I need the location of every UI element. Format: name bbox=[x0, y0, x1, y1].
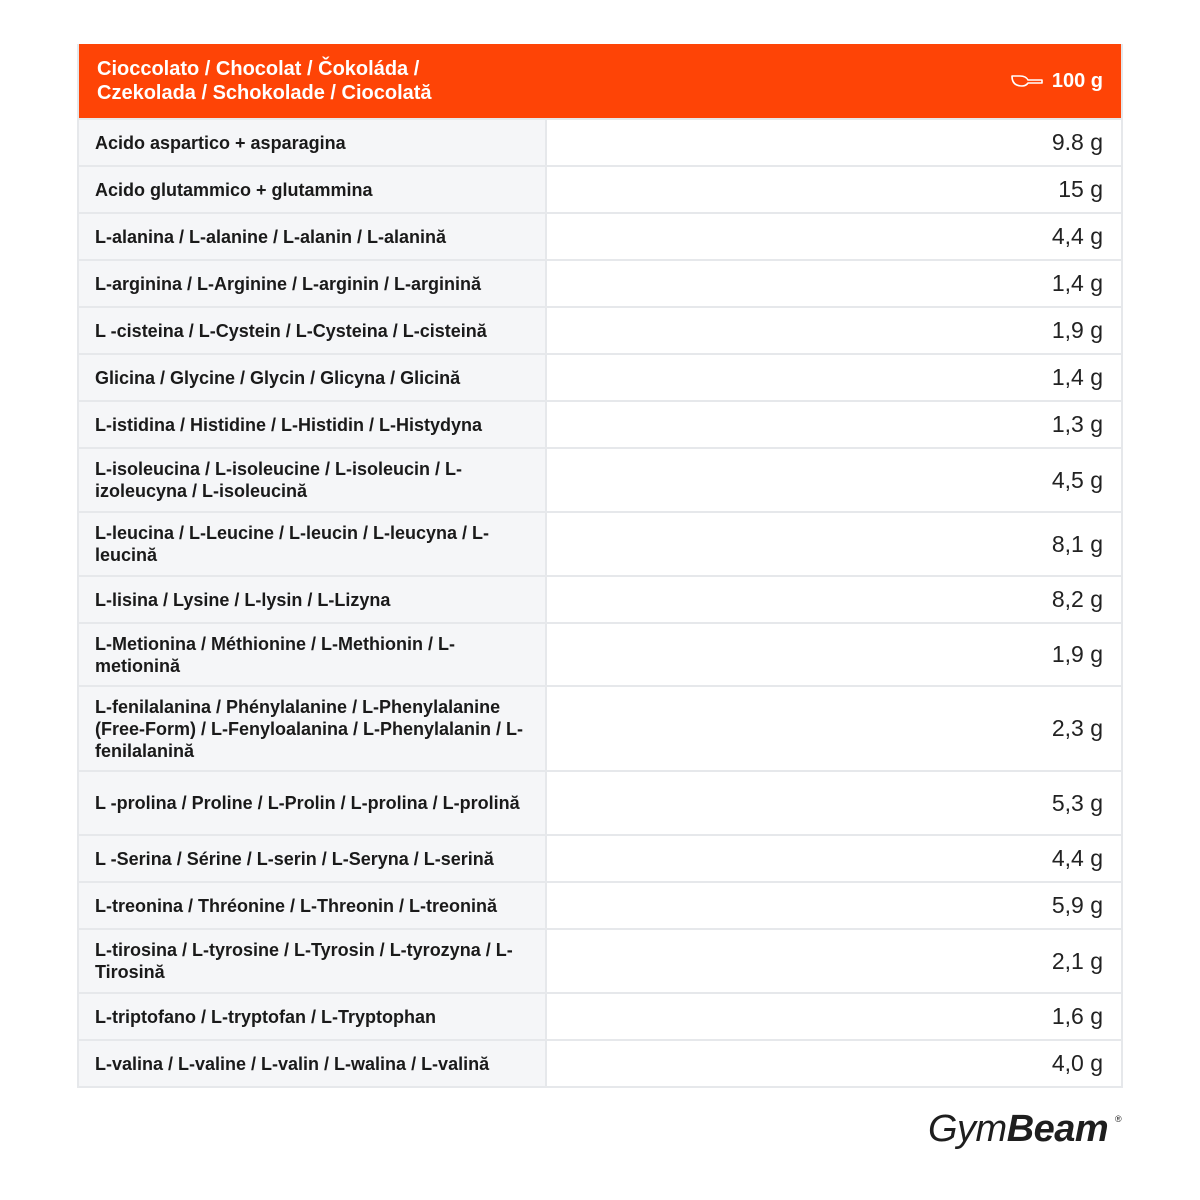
nutrient-value: 1,6 g bbox=[547, 994, 1121, 1039]
table-row bbox=[79, 622, 1121, 685]
nutrient-name: L-valina / L-valine / L-valin / L-walina / L-valină bbox=[79, 1041, 547, 1086]
logo-text-beam: Beam bbox=[1006, 1108, 1109, 1150]
serving-amount-value: 100 g bbox=[1051, 69, 1103, 92]
nutrient-name: Acido aspartico + asparagina bbox=[79, 120, 547, 165]
flavor-title bbox=[97, 57, 432, 105]
nutrient-value: 4,4 g bbox=[547, 836, 1121, 881]
flavor-title-line-2: Czekolada / Schokolade / Ciocolată bbox=[97, 82, 432, 104]
table-row bbox=[79, 212, 1121, 259]
flavor-title-line-1: Cioccolato / Chocolat / Čokoláda / bbox=[97, 58, 420, 80]
nutrient-value: 9.8 g bbox=[547, 120, 1121, 165]
table-row bbox=[79, 353, 1121, 400]
nutrient-value: 5,9 g bbox=[547, 883, 1121, 928]
table-row bbox=[79, 770, 1121, 834]
nutrient-name: L-leucina / L-Leucine / L-leucin / L-leucyna / L-leucină bbox=[79, 513, 547, 575]
table-row bbox=[79, 928, 1121, 992]
amino-acid-table bbox=[77, 44, 1123, 1088]
nutrient-value: 4,4 g bbox=[547, 214, 1121, 259]
table-row bbox=[79, 259, 1121, 306]
table-row bbox=[79, 447, 1121, 511]
table-row bbox=[79, 685, 1121, 770]
gymbeam-logo bbox=[928, 1108, 1108, 1151]
nutrient-value: 8,2 g bbox=[547, 577, 1121, 622]
nutrient-name: L-arginina / L-Arginine / L-arginin / L-arginină bbox=[79, 261, 547, 306]
nutrient-value: 15 g bbox=[547, 167, 1121, 212]
nutrient-name: L -cisteina / L-Cystein / L-Cysteina / L-cisteină bbox=[79, 308, 547, 353]
table-row bbox=[79, 306, 1121, 353]
nutrient-value: 2,1 g bbox=[547, 930, 1121, 992]
table-row bbox=[79, 881, 1121, 928]
nutrient-value: 4,0 g bbox=[547, 1041, 1121, 1086]
nutrient-name: L-lisina / Lysine / L-lysin / L-Lizyna bbox=[79, 577, 547, 622]
table-row bbox=[79, 118, 1121, 165]
scoop-icon bbox=[1010, 73, 1044, 89]
nutrient-value: 5,3 g bbox=[547, 772, 1121, 834]
nutrient-value: 8,1 g bbox=[547, 513, 1121, 575]
table-row bbox=[79, 511, 1121, 575]
table-row bbox=[79, 834, 1121, 881]
nutrient-name: Glicina / Glycine / Glycin / Glicyna / Glicină bbox=[79, 355, 547, 400]
nutrient-name: L-triptofano / L-tryptofan / L-Tryptophan bbox=[79, 994, 547, 1039]
nutrient-name: L -prolina / Proline / L-Prolin / L-prolina / L-prolină bbox=[79, 772, 547, 834]
nutrient-name: L-Metionina / Méthionine / L-Methionin / L-metionină bbox=[79, 624, 547, 685]
nutrient-name: L-fenilalanina / Phénylalanine / L-Phenylalanine (Free-Form) / L-Fenyloalanina / L-Phenylalanin / L-fenilalanină bbox=[79, 687, 547, 770]
nutrient-value: 1,9 g bbox=[547, 308, 1121, 353]
nutrient-value: 2,3 g bbox=[547, 687, 1121, 770]
nutrient-value: 4,5 g bbox=[547, 449, 1121, 511]
logo-text-gym: Gym bbox=[928, 1108, 1007, 1150]
nutrient-name: L-tirosina / L-tyrosine / L-Tyrosin / L-tyrozyna / L-Tirosină bbox=[79, 930, 547, 992]
nutrient-name: L-isoleucina / L-isoleucine / L-isoleucin / L-izoleucyna / L-isoleucină bbox=[79, 449, 547, 511]
table-row bbox=[79, 1039, 1121, 1086]
nutrient-value: 1,4 g bbox=[547, 355, 1121, 400]
table-row bbox=[79, 400, 1121, 447]
nutrient-value: 1,3 g bbox=[547, 402, 1121, 447]
table-row bbox=[79, 992, 1121, 1039]
nutrient-name: L-alanina / L-alanine / L-alanin / L-alanină bbox=[79, 214, 547, 259]
table-row bbox=[79, 165, 1121, 212]
nutrient-name: Acido glutammico + glutammina bbox=[79, 167, 547, 212]
table-row bbox=[79, 575, 1121, 622]
nutrient-value: 1,4 g bbox=[547, 261, 1121, 306]
nutrient-value: 1,9 g bbox=[547, 624, 1121, 685]
table-header bbox=[79, 44, 1121, 118]
nutrient-name: L-istidina / Histidine / L-Histidin / L-Histydyna bbox=[79, 402, 547, 447]
serving-amount bbox=[1010, 70, 1103, 93]
registered-mark: ® bbox=[1115, 1114, 1122, 1124]
nutrient-name: L-treonina / Thréonine / L-Threonin / L-treonină bbox=[79, 883, 547, 928]
nutrient-name: L -Serina / Sérine / L-serin / L-Seryna / L-serină bbox=[79, 836, 547, 881]
